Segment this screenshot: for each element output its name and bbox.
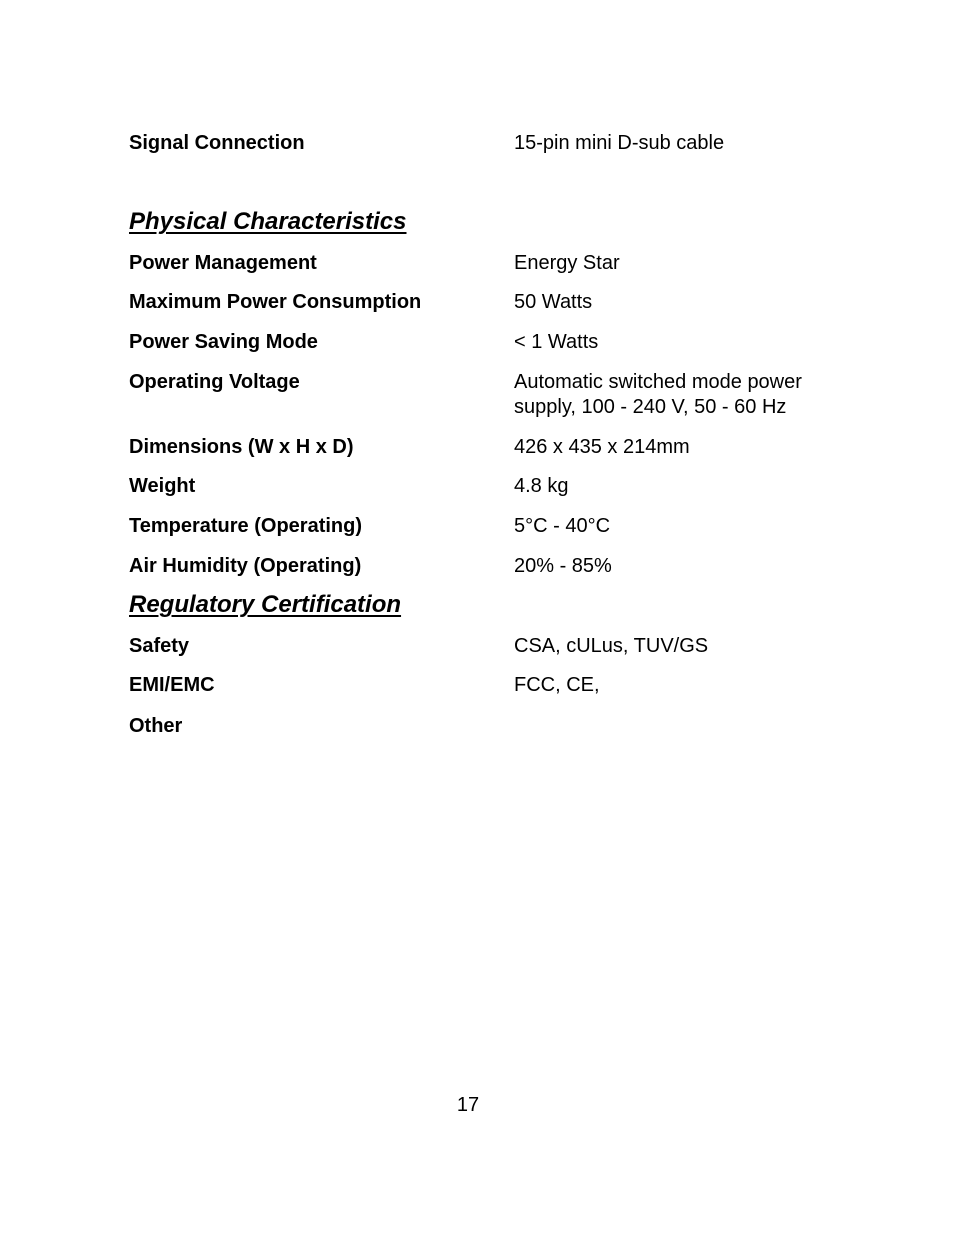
- spec-value: 50 Watts: [514, 291, 593, 313]
- spec-value: 426 x 435 x 214mm: [514, 436, 690, 458]
- spec-value: 20% - 85%: [514, 555, 612, 577]
- section-heading-regulatory-certification: Regulatory Certification: [129, 591, 402, 618]
- spec-value: Energy Star: [514, 252, 620, 274]
- spec-value: 5°C - 40°C: [514, 515, 611, 537]
- spec-label: Operating Voltage: [129, 371, 300, 393]
- spec-label: Power Management: [129, 252, 317, 274]
- spec-label: Weight: [129, 475, 196, 497]
- spec-label: Dimensions (W x H x D): [129, 436, 354, 458]
- spec-value: FCC, CE,: [514, 674, 600, 696]
- spec-value: CSA, cULus, TUV/GS: [514, 635, 709, 657]
- page-number: 17: [456, 1094, 480, 1116]
- spec-label: EMI/EMC: [129, 674, 215, 696]
- spec-label: Temperature (Operating): [129, 515, 362, 537]
- spec-value: Automatic switched mode power supply, 100 - 240 V, 50 - 60 Hz: [514, 371, 802, 418]
- spec-value: 15-pin mini D-sub cable: [514, 132, 725, 154]
- spec-label: Air Humidity (Operating): [129, 555, 362, 577]
- spec-label: Power Saving Mode: [129, 331, 318, 353]
- spec-value: 4.8 kg: [514, 475, 569, 497]
- spec-label: Other: [129, 715, 183, 737]
- section-heading-physical-characteristics: Physical Characteristics: [129, 208, 407, 235]
- spec-label: Signal Connection: [129, 132, 305, 154]
- spec-label: Maximum Power Consumption: [129, 291, 422, 313]
- spec-label: Safety: [129, 635, 190, 657]
- spec-value: < 1 Watts: [514, 331, 599, 353]
